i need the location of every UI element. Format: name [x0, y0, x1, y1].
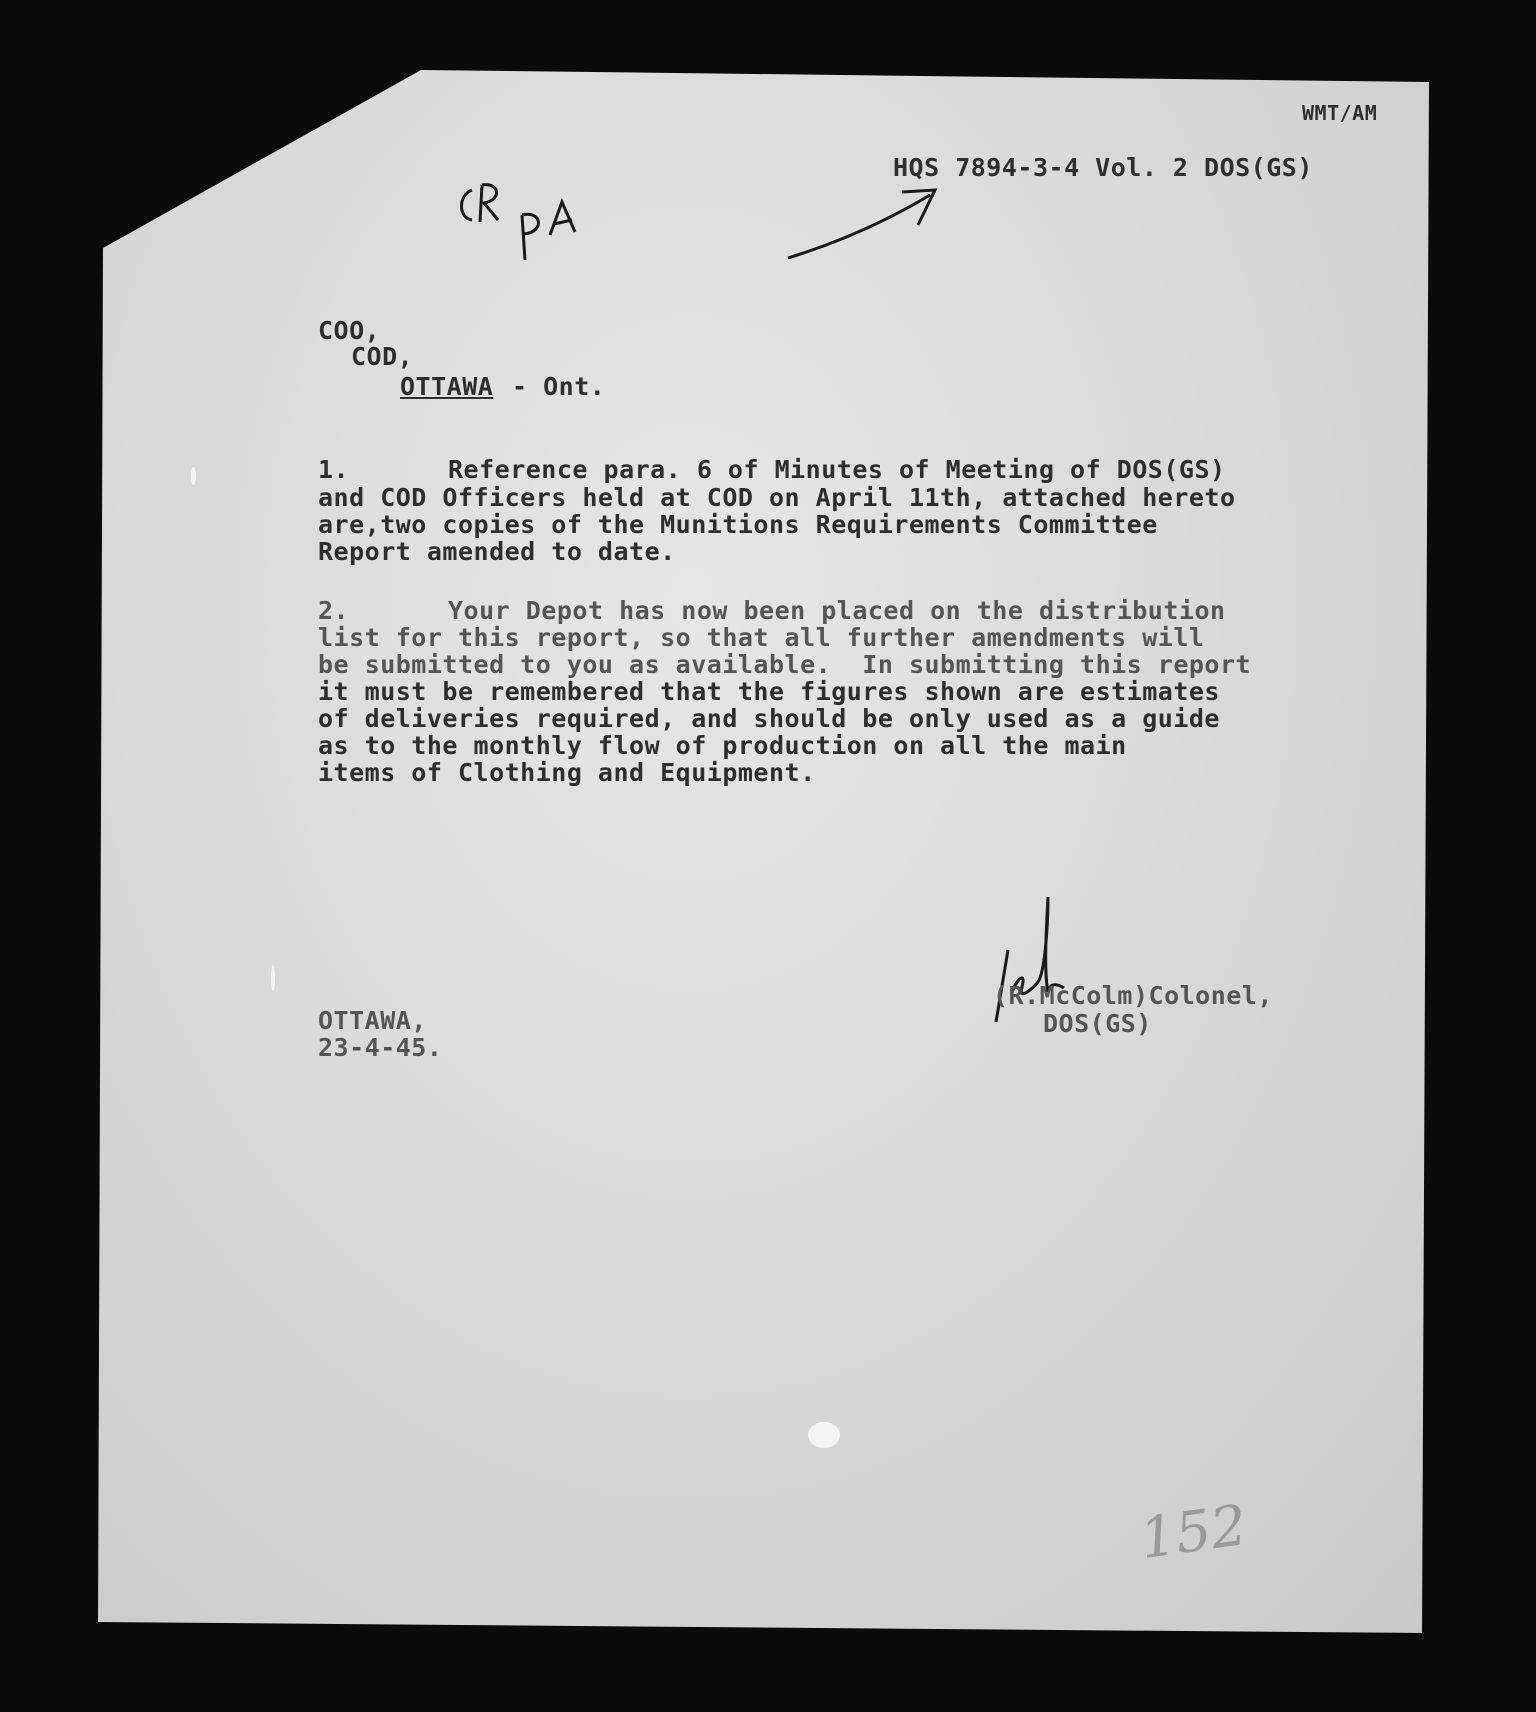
paragraph2-line: items of Clothing and Equipment.	[318, 758, 816, 787]
paragraph2-line: of deliveries required, and should be only used as a guide	[318, 704, 1220, 733]
paragraph1-line: Reference para. 6 of Minutes of Meeting of DOS(GS)	[448, 455, 1226, 484]
reference-initials: WMT/AM	[1302, 101, 1378, 125]
file-number: HQS 7894-3-4 Vol. 2 DOS(GS)	[893, 153, 1313, 182]
addressee-province: - Ont.	[512, 372, 606, 401]
paper-spot	[271, 965, 275, 991]
paragraph2-line: it must be remembered that the figures shown are estimates	[318, 677, 1220, 706]
signature-name: (R.McColm)Colonel,	[993, 981, 1273, 1010]
date: 23-4-45.	[318, 1033, 443, 1062]
paragraph2-line: be submitted to you as available. In submitting this report	[318, 650, 1252, 679]
paragraph2-line: as to the monthly flow of production on all the main	[318, 731, 1127, 760]
addressee-line1: COO,	[318, 316, 381, 345]
handwritten-note	[450, 170, 620, 270]
paragraph1-line: are,two copies of the Munitions Requirements Committee	[318, 510, 1158, 539]
handwritten-note-drawing	[450, 170, 620, 270]
place: OTTAWA,	[318, 1006, 427, 1035]
paragraph1-line: and COD Officers held at COD on April 11th, attached hereto	[318, 483, 1236, 512]
arrow-icon	[780, 180, 950, 265]
paper-spot	[191, 467, 196, 485]
paragraph1-line: Report amended to date.	[318, 537, 676, 566]
addressee-city: OTTAWA	[400, 372, 494, 401]
paper-spot	[808, 1422, 840, 1448]
page-stamp: 152	[1135, 1492, 1251, 1573]
addressee-line2: COD,	[351, 342, 414, 371]
paragraph2-line: Your Depot has now been placed on the distribution	[448, 596, 1226, 625]
paragraph2-line: list for this report, so that all further amendments will	[318, 623, 1205, 652]
paragraph2-number: 2.	[318, 596, 350, 625]
paragraph1-number: 1.	[318, 455, 350, 484]
signature-title: DOS(GS)	[1043, 1009, 1152, 1038]
